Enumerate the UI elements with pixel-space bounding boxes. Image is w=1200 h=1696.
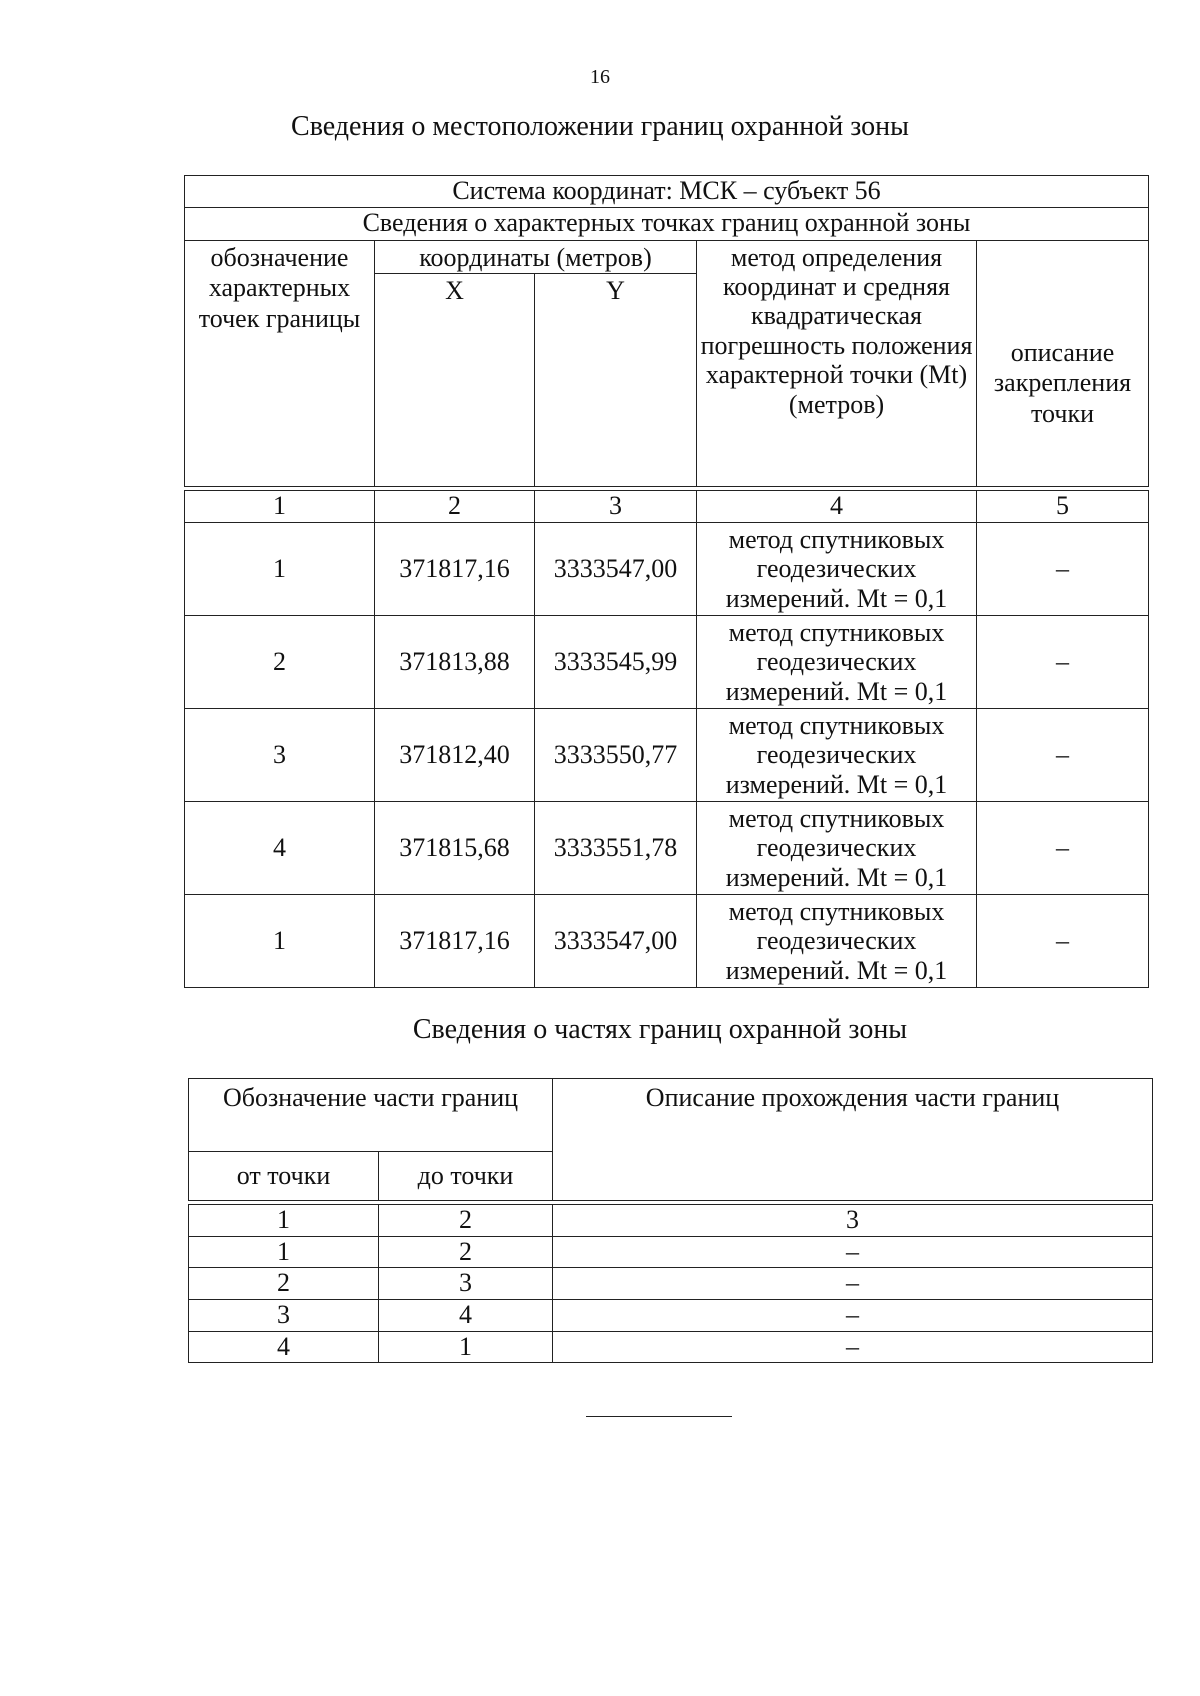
header-to: до точки	[379, 1152, 553, 1201]
point-number: 2	[185, 616, 375, 709]
point-number: 3	[185, 709, 375, 802]
header-coordinates: координаты (метров)	[375, 240, 697, 274]
method-cell: метод спутниковых геодезических измерений. Mt = 0,1	[697, 616, 977, 709]
table-row	[185, 709, 1149, 802]
coord-x: 371817,16	[375, 523, 535, 616]
column-number: 1	[185, 491, 375, 523]
to-point: 2	[379, 1236, 553, 1268]
end-rule	[586, 1416, 732, 1417]
table-row	[189, 1300, 1153, 1332]
table-row	[185, 895, 1149, 988]
header-from: от точки	[189, 1152, 379, 1201]
method-cell: метод спутниковых геодезических измерений. Mt = 0,1	[697, 709, 977, 802]
description-cell: –	[977, 709, 1149, 802]
column-number: 3	[553, 1205, 1153, 1237]
boundary-parts-table	[188, 1078, 1153, 1363]
part-description: –	[553, 1331, 1153, 1363]
method-cell: метод спутниковых геодезических измерений. Mt = 0,1	[697, 895, 977, 988]
point-number: 4	[185, 802, 375, 895]
part-description: –	[553, 1300, 1153, 1332]
method-cell: метод спутниковых геодезических измерений. Mt = 0,1	[697, 802, 977, 895]
coord-y: 3333550,77	[535, 709, 697, 802]
description-cell: –	[977, 895, 1149, 988]
description-cell: –	[977, 523, 1149, 616]
column-number: 3	[535, 491, 697, 523]
from-point: 4	[189, 1331, 379, 1363]
header-part: Обозначение части границ	[189, 1079, 553, 1152]
table-row	[185, 616, 1149, 709]
column-number: 5	[977, 491, 1149, 523]
header-y: Y	[535, 274, 697, 487]
to-point: 4	[379, 1300, 553, 1332]
column-number: 1	[189, 1205, 379, 1237]
table-row	[189, 1331, 1153, 1363]
header-x: X	[375, 274, 535, 487]
method-cell: метод спутниковых геодезических измерений. Mt = 0,1	[697, 523, 977, 616]
to-point: 3	[379, 1268, 553, 1300]
part-description: –	[553, 1268, 1153, 1300]
coordinates-heading: Сведения о местоположении границ охранной зоны	[291, 111, 909, 142]
table-row	[189, 1268, 1153, 1300]
coord-x: 371817,16	[375, 895, 535, 988]
parts-heading: Сведения о частях границ охранной зоны	[412, 1014, 908, 1045]
point-number: 1	[185, 523, 375, 616]
table-row	[185, 523, 1149, 616]
header-method: метод определения координат и средняя квадратическая погрешность положения характерной точки (Mt) (метров)	[697, 240, 977, 487]
point-number: 1	[185, 895, 375, 988]
page-number: 16	[590, 66, 610, 88]
column-number: 4	[697, 491, 977, 523]
coord-y: 3333547,00	[535, 523, 697, 616]
column-numbers-row	[189, 1205, 1153, 1237]
from-point: 3	[189, 1300, 379, 1332]
coord-y: 3333547,00	[535, 895, 697, 988]
description-cell: –	[977, 616, 1149, 709]
header-part-description: Описание прохождения части границ	[553, 1079, 1153, 1201]
column-numbers-row	[185, 491, 1149, 523]
coord-y: 3333545,99	[535, 616, 697, 709]
boundary-points-table	[184, 175, 1149, 988]
header-description: описание закрепления точки	[977, 240, 1149, 487]
from-point: 1	[189, 1236, 379, 1268]
to-point: 1	[379, 1331, 553, 1363]
coord-x: 371812,40	[375, 709, 535, 802]
column-number: 2	[375, 491, 535, 523]
coord-x: 371815,68	[375, 802, 535, 895]
coord-x: 371813,88	[375, 616, 535, 709]
table-row	[189, 1236, 1153, 1268]
from-point: 2	[189, 1268, 379, 1300]
table-row	[185, 802, 1149, 895]
coordinate-system: Система координат: МСК – субъект 56	[185, 176, 1149, 208]
points-subheading: Сведения о характерных точках границ охранной зоны	[185, 207, 1149, 240]
coord-y: 3333551,78	[535, 802, 697, 895]
description-cell: –	[977, 802, 1149, 895]
part-description: –	[553, 1236, 1153, 1268]
column-number: 2	[379, 1205, 553, 1237]
header-designation: обозначение характерных точек границы	[185, 240, 375, 487]
